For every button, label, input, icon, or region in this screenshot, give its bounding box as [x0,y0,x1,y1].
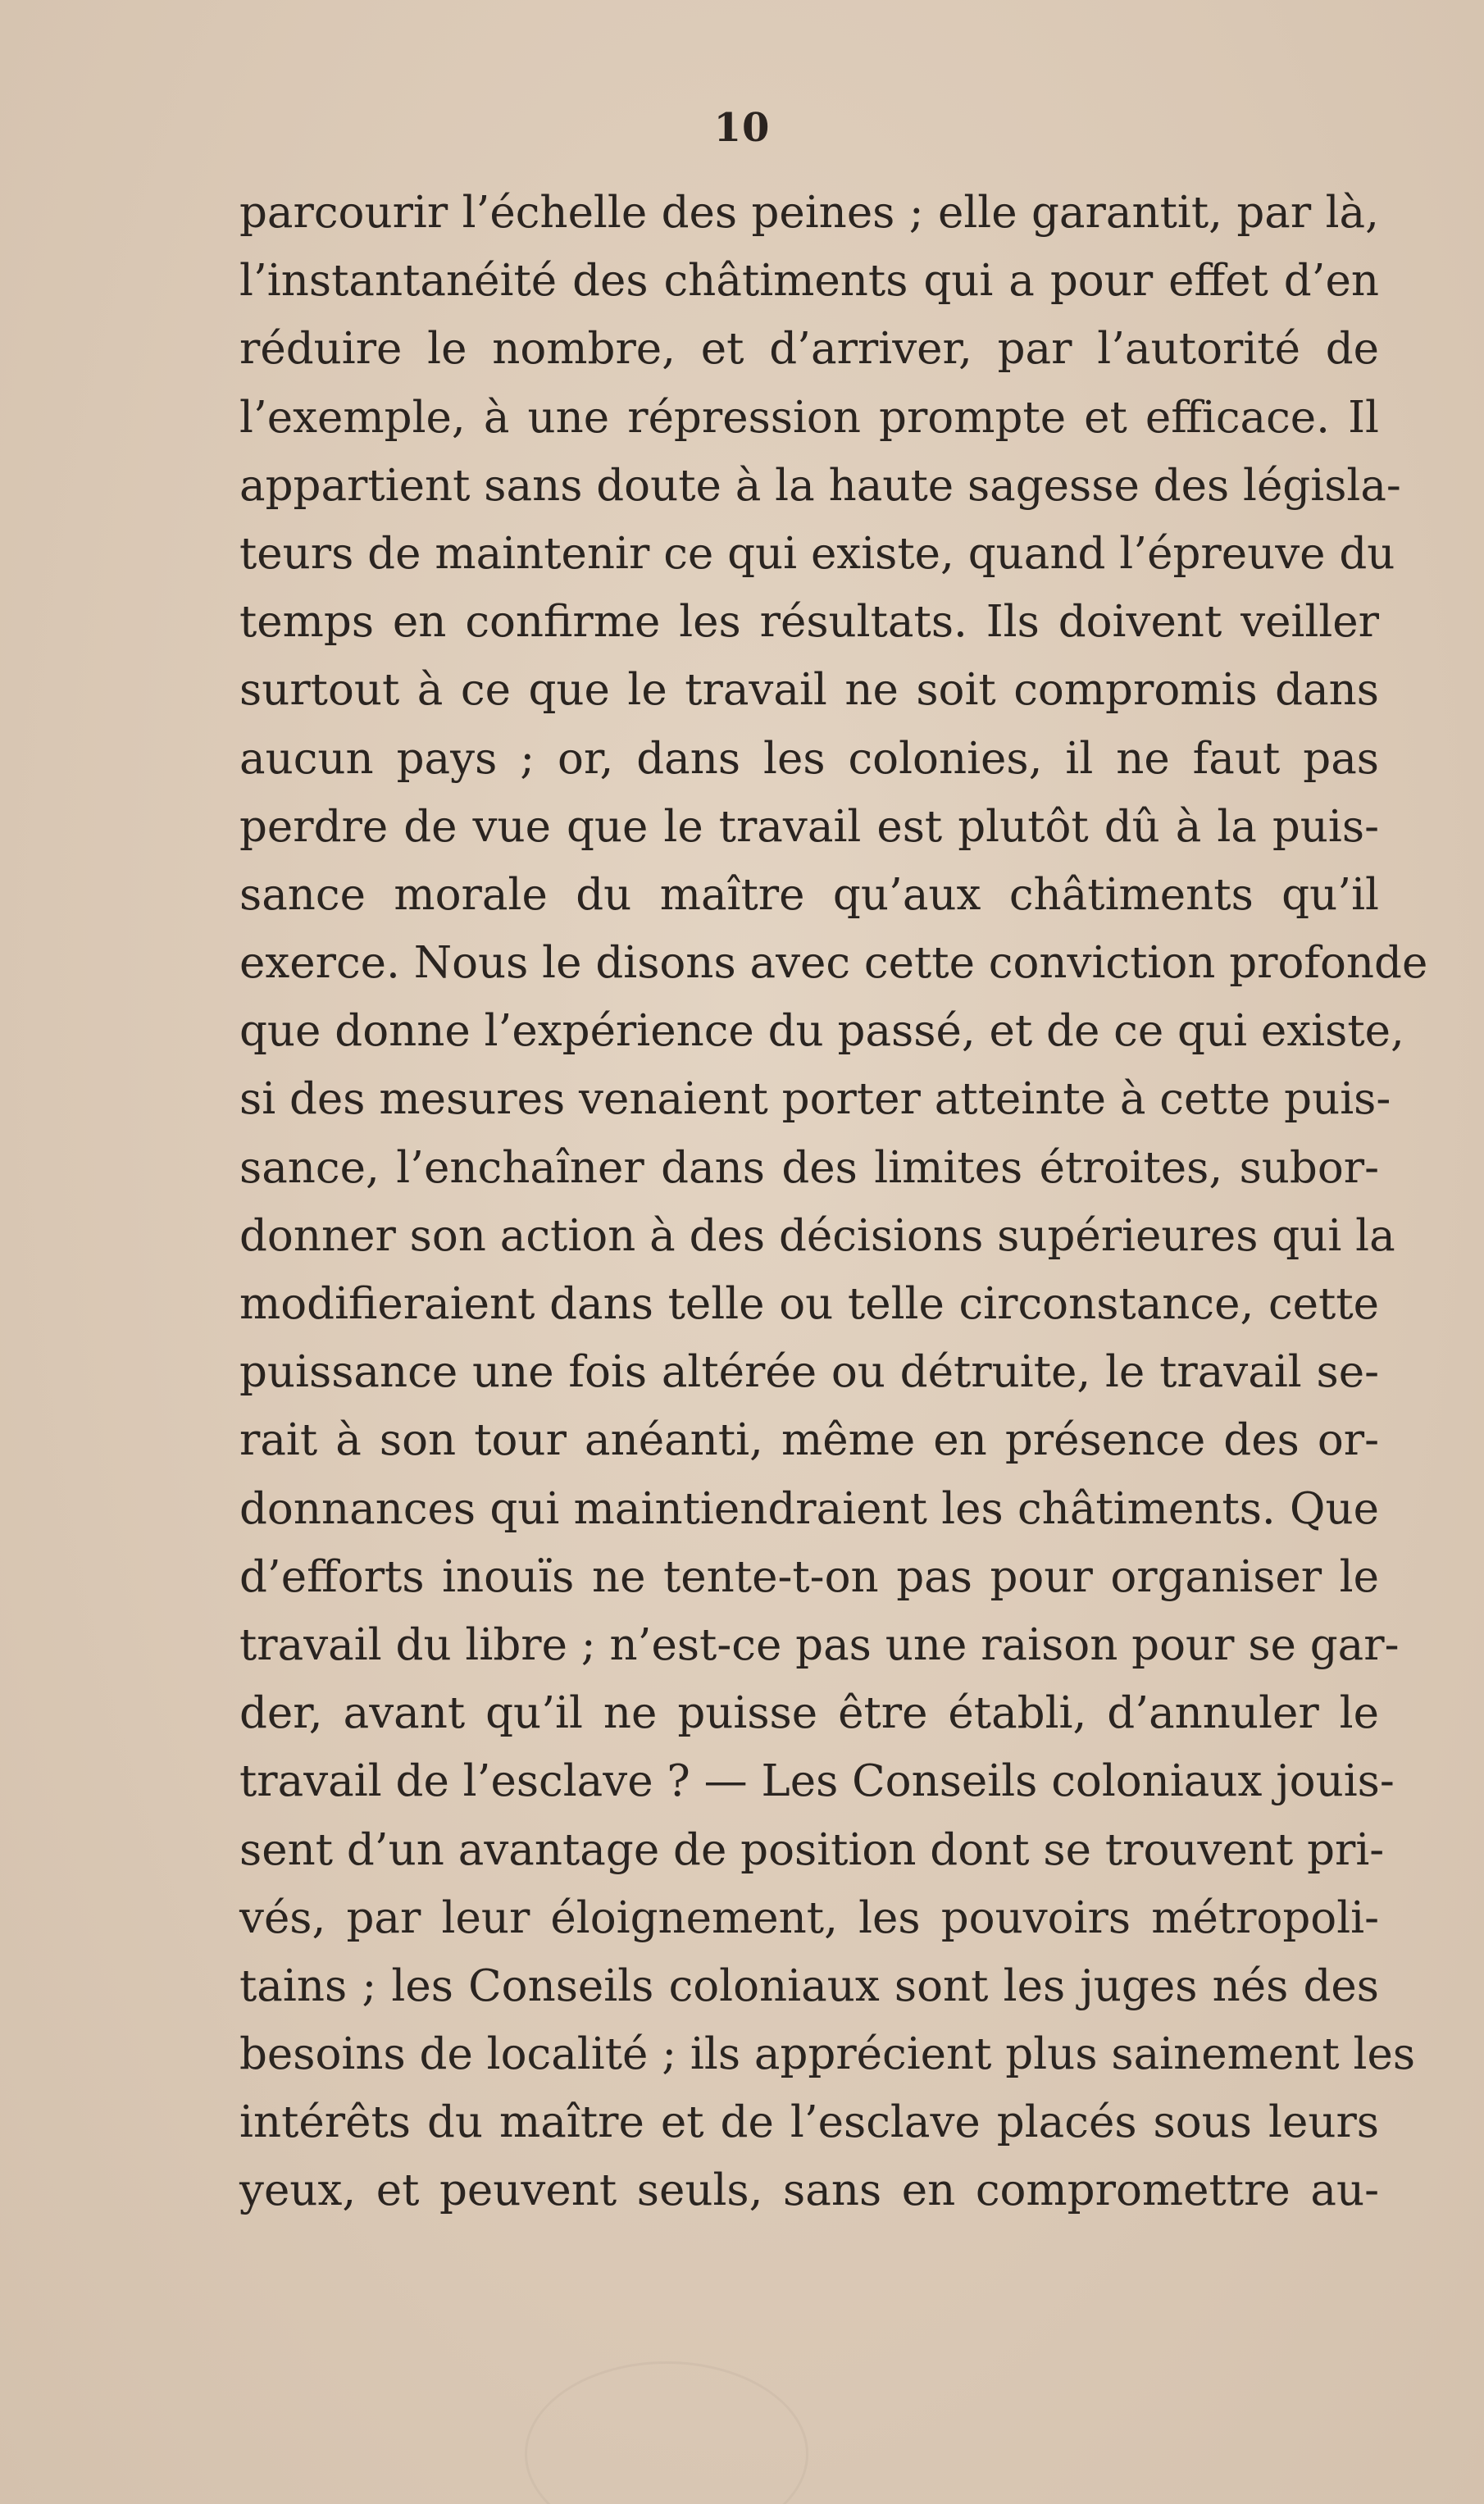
page-number: 10 [713,105,771,151]
faint-stamp-mark [525,2361,808,2504]
text-line: travail de l’esclave ? — Les Conseils coloniaux jouis- [239,1756,1395,1807]
text-line: tains ; les Conseils coloniaux sont les juges nés des [239,1960,1379,2011]
text-line: rait à son tour anéanti, même en présence des or- [239,1415,1379,1466]
text-line: réduire le nombre, et d’arriver, par l’autorité de [239,324,1379,375]
text-line: donnances qui maintiendraient les châtiments. Que [239,1483,1379,1534]
text-line: puissance une fois altérée ou détruite, le travail se- [239,1347,1379,1398]
text-line: intérêts du maître et de l’esclave placés sous leurs [239,2097,1379,2148]
text-line: si des mesures venaient porter atteinte à cette puis- [239,1074,1391,1125]
text-line: modifieraient dans telle ou telle circonstance, cette [239,1279,1379,1329]
text-line: travail du libre ; n’est-ce pas une raison pour se gar- [239,1619,1400,1670]
text-line: vés, par leur éloignement, les pouvoirs métropoli- [239,1892,1379,1943]
text-line: d’efforts inouïs ne tente-t-on pas pour organiser le [239,1551,1379,1602]
text-line: der, avant qu’il ne puisse être établi, d’annuler le [239,1688,1379,1739]
text-line: surtout à ce que le travail ne soit compromis dans [239,665,1379,716]
text-line: sent d’un avantage de position dont se trouvent pri- [239,1824,1385,1875]
text-line: l’exemple, à une répression prompte et efficace. Il [239,392,1379,443]
text-line: l’instantanéité des châtiments qui a pour effet d’en [239,256,1379,307]
text-line: exerce. Nous le disons avec cette conviction profonde [239,938,1428,989]
text-line: parcourir l’échelle des peines ; elle garantit, par là, [239,188,1379,238]
text-line: sance morale du maître qu’aux châtiments qu’il [239,869,1379,920]
text-line: temps en confirme les résultats. Ils doivent veiller [239,597,1379,648]
text-line: perdre de vue que le travail est plutôt dû à la puis- [239,801,1379,852]
text-line: que donne l’expérience du passé, et de ce qui existe, [239,1006,1404,1057]
body-text [239,179,1428,2225]
text-line: appartient sans doute à la haute sagesse des législa- [239,460,1401,511]
text-line: teurs de maintenir ce qui existe, quand l’épreuve du [239,528,1395,579]
text-line: besoins de localité ; ils apprécient plus sainement les [239,2029,1416,2080]
text-line: yeux, et peuvent seuls, sans en compromettre au- [239,2165,1379,2216]
text-line: aucun pays ; or, dans les colonies, il ne faut pas [239,733,1379,784]
text-line: donner son action à des décisions supérieures qui la [239,1210,1395,1261]
text-line: sance, l’enchaîner dans des limites étroites, subor- [239,1142,1379,1193]
